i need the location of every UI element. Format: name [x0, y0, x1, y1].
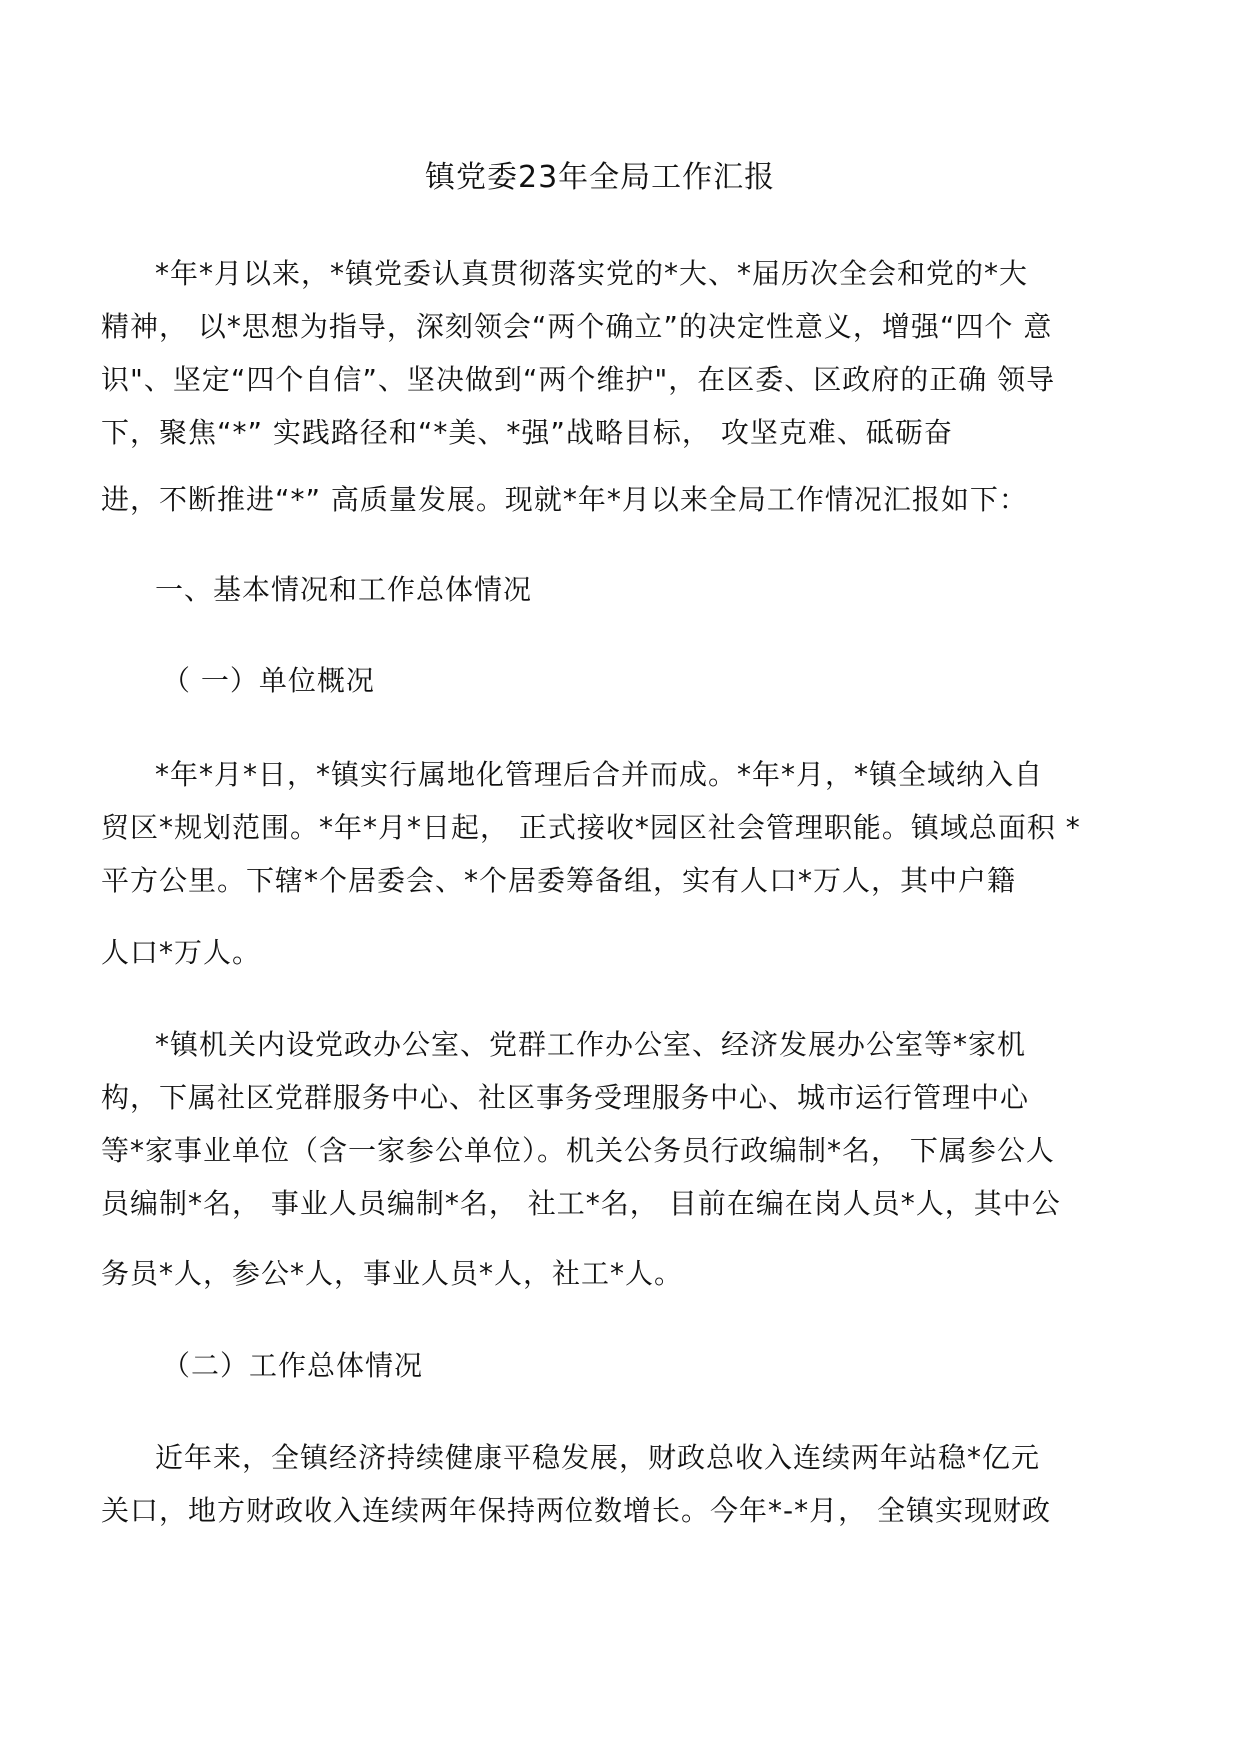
text-line: 识"、坚定“四个自信”、坚决做到“两个维护"，在区委、区政府的正确 领导	[101, 363, 1056, 396]
text-line: 人口*万人。	[101, 936, 262, 969]
text-line: 下，聚焦“*” 实践路径和“*美、*强”战略目标， 攻坚克难、砥砺奋	[101, 416, 953, 449]
subsection-heading: （ 一）单位概况	[162, 664, 375, 697]
section-heading: 一、基本情况和工作总体情况	[155, 573, 533, 606]
text-line: 进，不断推进“*” 高质量发展。现就*年*月以来全局工作情况汇报如下：	[101, 483, 1028, 516]
text-line: 构，下属社区党群服务中心、社区事务受理服务中心、城市运行管理中心	[101, 1081, 1030, 1114]
text-line: 精神， 以*思想为指导，深刻领会“两个确立”的决定性意义，增强“四个 意	[101, 310, 1053, 343]
document-title: 镇党委23年全局工作汇报	[425, 160, 776, 195]
text-line: *镇机关内设党政办公室、党群工作办公室、经济发展办公室等*家机	[155, 1028, 1027, 1061]
text-line: 平方公里。下辖*个居委会、*个居委筹备组，实有人口*万人，其中户籍	[101, 864, 1017, 897]
text-line: 等*家事业单位（含一家参公单位）。机关公务员行政编制*名， 下属参公人	[101, 1134, 1055, 1167]
subsection-heading: （二）工作总体情况	[162, 1349, 424, 1382]
text-line: *年*月*日，*镇实行属地化管理后合并而成。*年*月，*镇全域纳入自	[155, 758, 1044, 791]
text-line: 员编制*名， 事业人员编制*名， 社工*名， 目前在编在岗人员*人，其中公	[101, 1187, 1061, 1220]
text-line: 贸区*规划范围。*年*月*日起， 正式接收*园区社会管理职能。镇域总面积 *	[101, 811, 1081, 844]
text-line: 务员*人，参公*人，事业人员*人，社工*人。	[101, 1257, 684, 1290]
text-line: *年*月以来，*镇党委认真贯彻落实党的*大、*届历次全会和党的*大	[155, 257, 1029, 290]
text-line: 近年来，全镇经济持续健康平稳发展，财政总收入连续两年站稳*亿元	[155, 1441, 1041, 1474]
text-line: 关口，地方财政收入连续两年保持两位数增长。今年*-*月， 全镇实现财政	[101, 1494, 1052, 1527]
